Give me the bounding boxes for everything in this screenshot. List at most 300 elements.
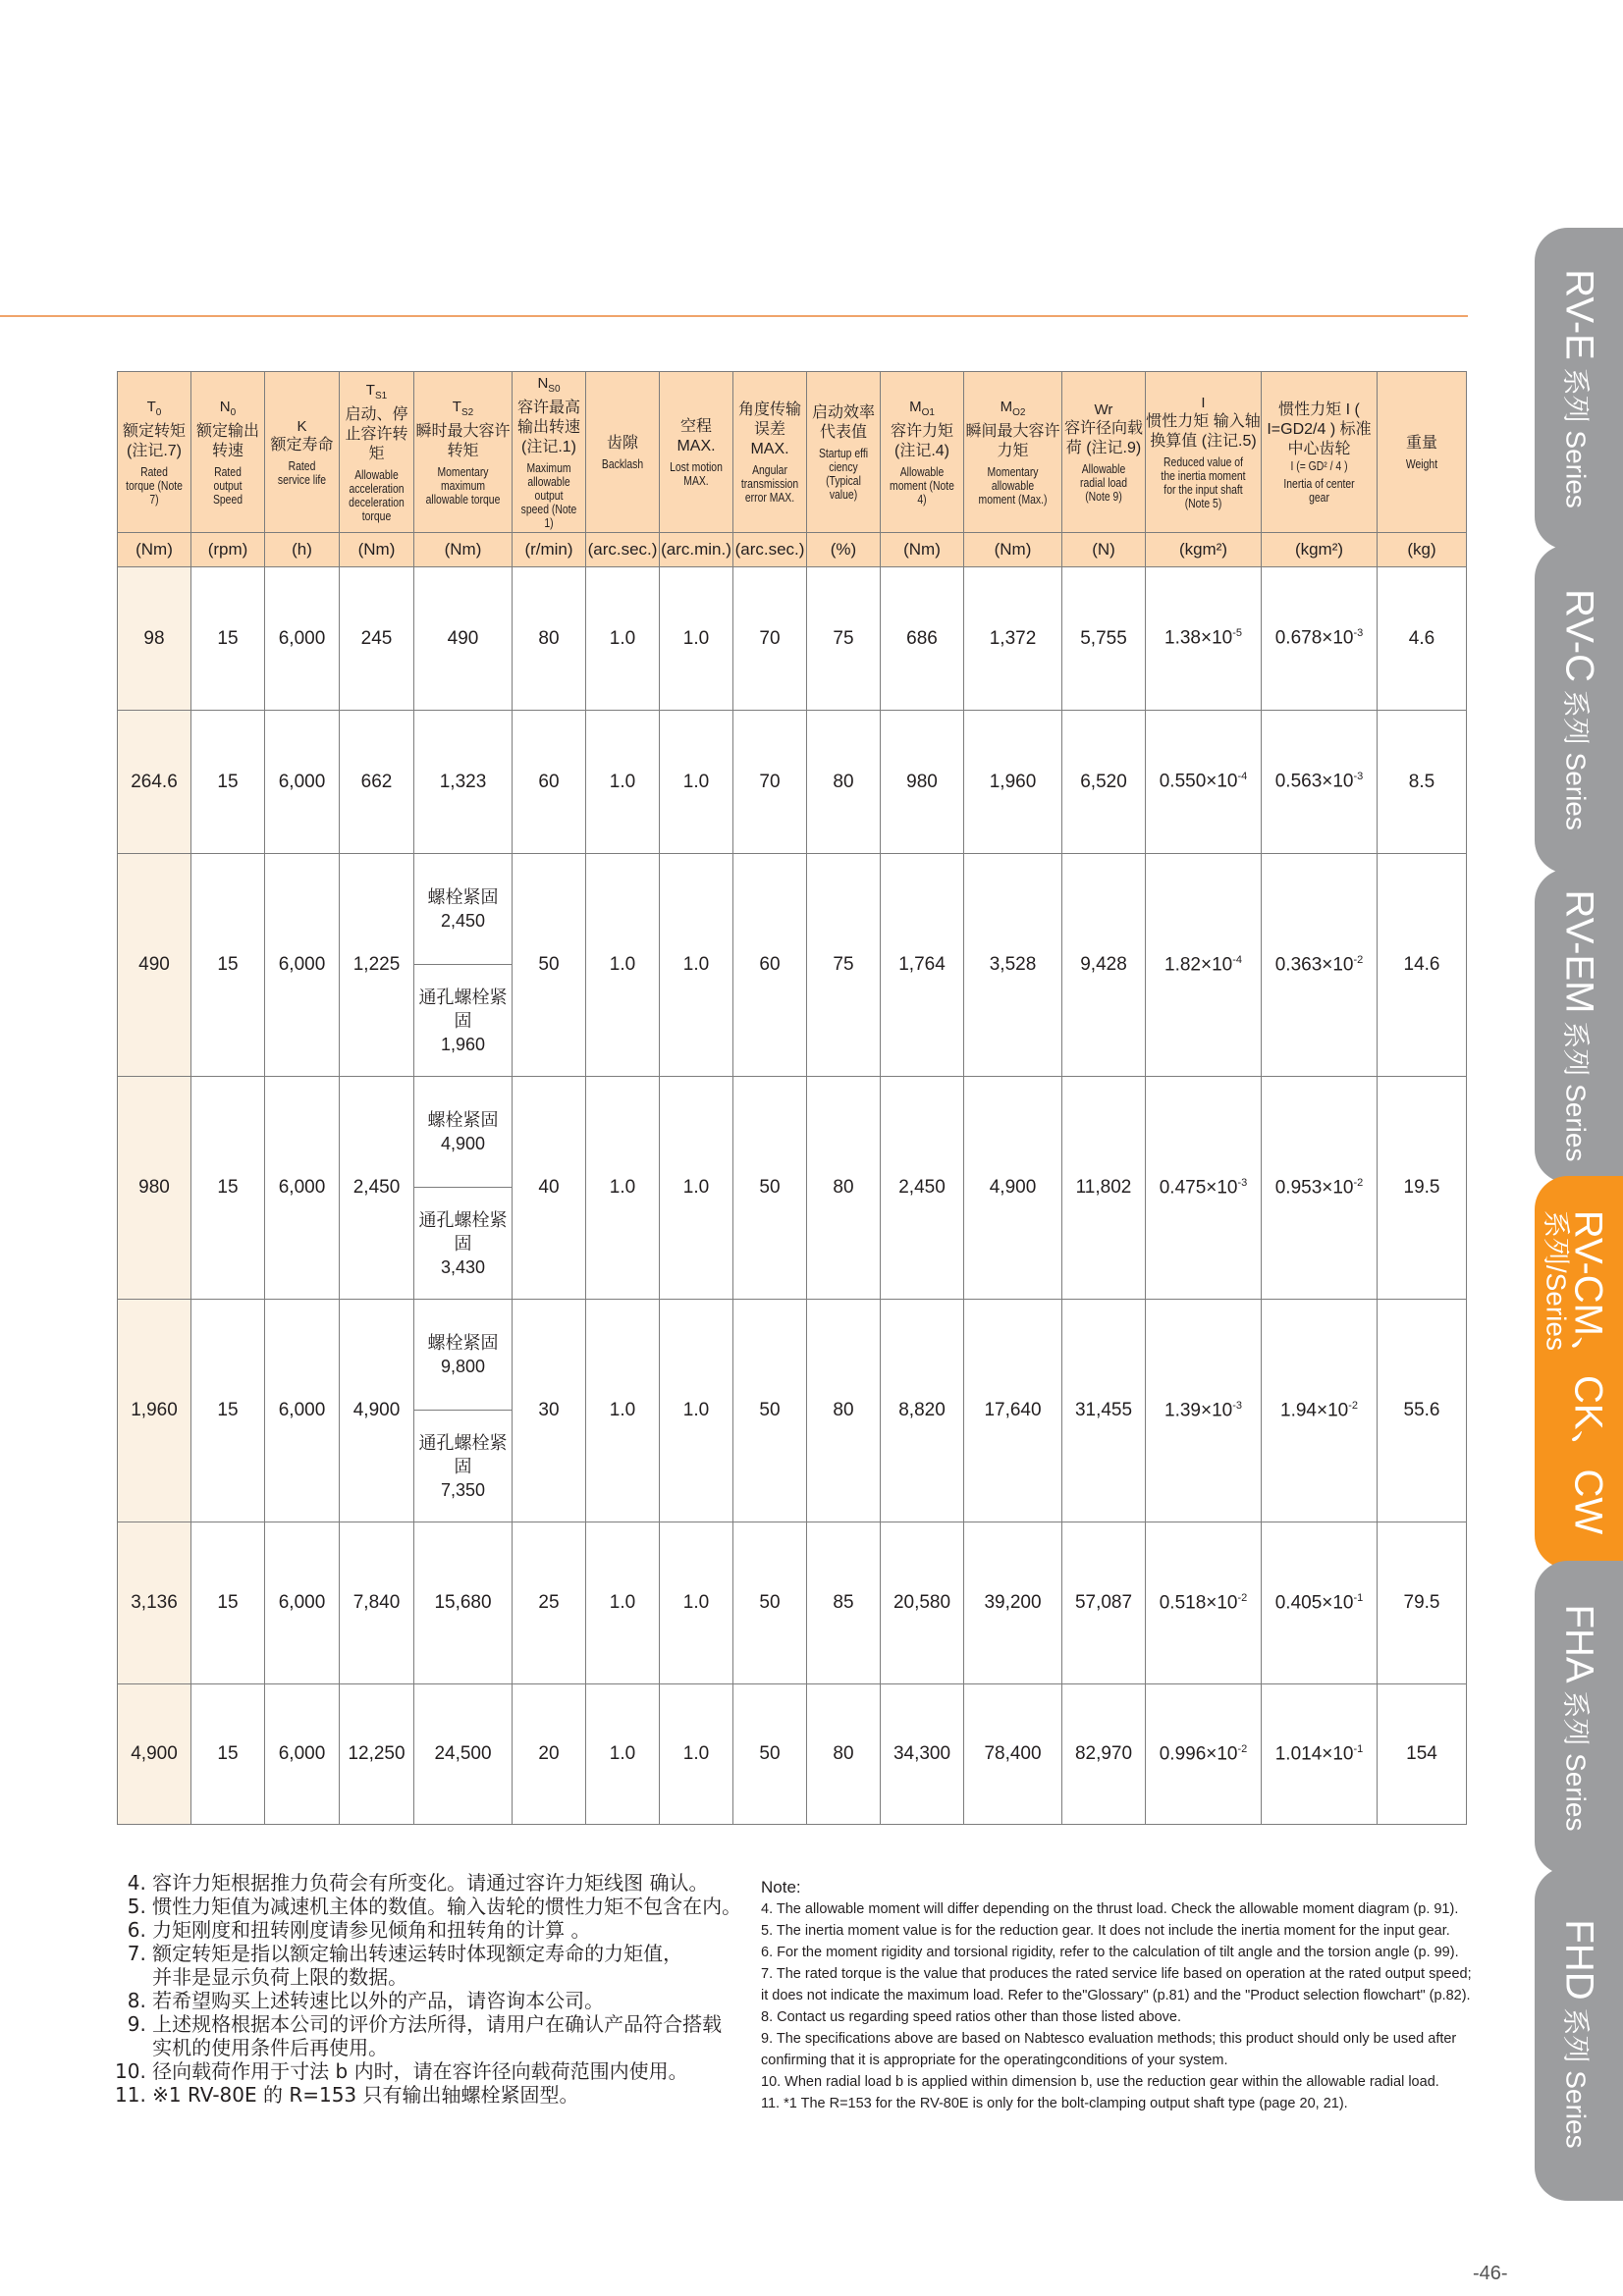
cell-wr: 6,520 [1062,711,1146,854]
value-base: 0.518×10 [1159,1592,1238,1614]
tab-suffix: 系列 Series [1560,681,1592,830]
cell-n0: 15 [191,1077,265,1300]
ts2-bolt [414,854,512,965]
cell-i [1146,854,1262,1077]
unit-cell: (kg) [1378,533,1467,567]
header-cell [118,372,191,533]
tab-label: FHA [1557,1604,1601,1683]
cell-t0: 264.6 [118,711,191,854]
value-base: 1.38×10 [1164,627,1233,649]
cell-mo1: 980 [881,711,964,854]
cell-cg [1262,1300,1378,1522]
cell-cg [1262,1077,1378,1300]
cell-eff: 80 [807,1684,881,1825]
unit-cell: (kgm²) [1262,533,1378,567]
note-line: 5. 惯性力矩值为减速机主体的数值。输入齿轮的惯性力矩不包含在内。 [115,1895,742,1918]
cell-k: 6,000 [265,567,340,711]
value-exponent: -5 [1232,627,1242,640]
cell-k: 6,000 [265,1522,340,1684]
header-symbol-main: M [1000,398,1013,415]
unit-cell: (arc.sec.) [586,533,660,567]
header-cell [1262,372,1378,533]
cell-mo2: 4,900 [964,1077,1062,1300]
unit-cell: (N) [1062,533,1146,567]
cell-i [1146,567,1262,711]
note-line: 5. The inertia moment value is for the reduction gear. It does not include the inertia moment for the input gear. [761,1923,1450,1939]
cell-mo2: 39,200 [964,1522,1062,1684]
cell-backlash: 1.0 [586,1522,660,1684]
header-en: Momentary maximum allowable torque [425,463,501,507]
header-cn: 额定转矩 (注记.7) [122,422,186,459]
notes-english [761,1877,1488,2114]
header-symbol [964,399,1061,422]
cell-weight: 154 [1378,1684,1467,1825]
tab-suffix: 系列 Series [1560,1682,1592,1832]
header-en: Reduced value of the inertia moment for the input shaft (Note 5) [1161,454,1246,510]
value-base: 0.678×10 [1274,627,1354,649]
cell-ts2: 490 [414,567,513,711]
ts2-bolt [414,1300,512,1411]
cell-backlash: 1.0 [586,854,660,1077]
tab-suffix: 系列 Series [1560,2000,1592,2149]
table-row [118,1522,1467,1684]
header-cell [881,372,964,533]
note-line: 并非是显示负荷上限的数据。 [115,1965,408,1989]
header-en: Allowable moment (Note 4) [890,463,954,507]
unit-cell: (rpm) [191,533,265,567]
header-cn: 容许力矩 (注记.4) [890,422,953,459]
value-base: 1.94×10 [1280,1400,1349,1421]
header-cn: 重量 [1405,434,1437,452]
cell-mo1: 20,580 [881,1522,964,1684]
cell-weight: 4.6 [1378,567,1467,711]
header-symbol-main: N [537,374,549,392]
note-line: 11. ※1 RV-80E 的 R=153 只有输出轴螺栓紧固型。 [115,2083,579,2107]
cell-eff: 75 [807,854,881,1077]
cell-lost: 1.0 [660,567,733,711]
cell-eff: 80 [807,1300,881,1522]
cell-weight: 8.5 [1378,711,1467,854]
cell-ts2 [414,1300,513,1522]
cell-weight: 14.6 [1378,854,1467,1077]
cell-wr: 5,755 [1062,567,1146,711]
note-line: 4. The allowable moment will differ depending on the thrust load. Check the allowable moment diagram (p. 91). [761,1901,1459,1917]
ts2-bolt-label: 螺栓紧固 [427,1110,499,1130]
value-exponent: -2 [1353,953,1364,966]
note-line: confirming that it is appropriate for the operatingconditions of your system. [761,2053,1228,2068]
header-symbol [265,418,339,436]
cell-angular: 50 [733,1300,807,1522]
header-symbol [513,375,585,399]
note-line: 9. 上述规格根据本公司的评价方法所得，请用户在确认产品符合搭载 [115,2012,723,2036]
spec-table [117,371,1467,1825]
cell-ts2 [414,1077,513,1300]
cell-cg [1262,567,1378,711]
unit-row [118,533,1467,567]
cell-k: 6,000 [265,711,340,854]
cell-cg [1262,1684,1378,1825]
cell-angular: 70 [733,567,807,711]
value-exponent: -3 [1237,1176,1248,1189]
ts2-bolt-value: 9,800 [440,1357,486,1376]
header-cn: 瞬间最大容许力矩 [965,422,1060,459]
cell-eff: 75 [807,567,881,711]
header-symbol-sub: O1 [921,406,935,418]
cell-t0: 3,136 [118,1522,191,1684]
header-cn: 角度传输误差 MAX. [737,400,801,457]
cell-mo2: 3,528 [964,854,1062,1077]
value-exponent: -3 [1353,627,1364,640]
cell-lost: 1.0 [660,1077,733,1300]
header-cn: 瞬时最大容许转矩 [415,422,511,459]
cell-cg [1262,711,1378,854]
ts2-bolt-label: 螺栓紧固 [427,887,499,907]
unit-cell: (Nm) [414,533,513,567]
header-en: Momentary allowable moment (Max.) [978,463,1048,507]
header-cell [265,372,340,533]
header-cn: 空程 MAX. [676,417,716,454]
ts2-bolt-value: 4,900 [440,1134,486,1153]
cell-angular: 50 [733,1077,807,1300]
header-cell [513,372,586,533]
header-cn: 齿隙 [606,434,638,452]
header-row [118,372,1467,533]
ts2-through-value: 1,960 [440,1034,486,1054]
cell-i [1146,1684,1262,1825]
table-row [118,854,1467,1077]
header-cn: 惯性力矩 输入轴换算值 (注记.5) [1146,412,1261,450]
value-exponent: -2 [1237,1591,1248,1604]
cell-n0: 15 [191,567,265,711]
header-cell [414,372,513,533]
cell-lost: 1.0 [660,1684,733,1825]
header-symbol-main: T [365,381,375,399]
cell-weight: 55.6 [1378,1300,1467,1522]
cell-ts1: 7,840 [340,1522,414,1684]
header-symbol-main: I [1201,394,1206,411]
value-base: 0.563×10 [1274,771,1354,792]
cell-weight: 79.5 [1378,1522,1467,1684]
note-line: 10. 径向载荷作用于寸法 b 内时，请在容许径向载荷范围内使用。 [115,2059,688,2083]
header-en: Inertia of center gear [1283,475,1355,505]
cell-k: 6,000 [265,854,340,1077]
header-cell [807,372,881,533]
header-symbol-main: M [909,398,922,415]
cell-weight: 19.5 [1378,1077,1467,1300]
header-symbol [1062,401,1145,419]
table-row [118,711,1467,854]
ts2-through [414,965,512,1076]
cell-ns0: 40 [513,1077,586,1300]
value-base: 1.014×10 [1274,1743,1354,1765]
cell-backlash: 1.0 [586,1077,660,1300]
unit-cell: (Nm) [340,533,414,567]
cell-mo2: 78,400 [964,1684,1062,1825]
cell-angular: 50 [733,1522,807,1684]
value-base: 1.39×10 [1164,1400,1233,1421]
header-en: Rated service life [277,457,327,487]
header-en: Lost motion MAX. [670,458,723,488]
header-cn: 惯性力矩 I ( I=GD2/4 ) 标准中心齿轮 [1267,400,1372,457]
value-base: 0.363×10 [1274,954,1354,976]
note-line: 7. 额定转矩是指以额定输出转速运转时体现额定寿命的力矩值， [115,1942,683,1965]
value-exponent: -1 [1353,1742,1364,1755]
ts2-through-label: 通孔螺栓紧固 [418,1209,508,1254]
ts2-through-value: 3,430 [440,1256,486,1277]
cell-i [1146,1522,1262,1684]
ts2-bolt-value: 2,450 [440,911,486,931]
header-cn: 额定寿命 [270,436,334,454]
header-cn: 容许径向载荷 (注记.9) [1063,419,1143,456]
cell-i [1146,1300,1262,1522]
cell-mo2: 1,372 [964,567,1062,711]
cell-eff: 85 [807,1522,881,1684]
note-line: 7. The rated torque is the value that produces the rated service life based on operation at the rated output speed; [761,1966,1472,1982]
tab-suffix: 系列 Series [1560,359,1592,508]
cell-ns0: 25 [513,1522,586,1684]
ts2-bolt [414,1077,512,1188]
cell-t0: 98 [118,567,191,711]
cell-i [1146,711,1262,854]
header-cn: 启动效率代表值 [811,403,875,441]
tab-fhd[interactable] [1535,1867,1623,2201]
cell-mo1: 2,450 [881,1077,964,1300]
header-symbol-sub: 0 [155,406,162,418]
cell-cg [1262,854,1378,1077]
cell-wr: 82,970 [1062,1684,1146,1825]
value-base: 0.475×10 [1159,1177,1238,1199]
cell-ts2: 1,323 [414,711,513,854]
header-symbol-main: T [452,398,461,415]
cell-lost: 1.0 [660,711,733,854]
header-en: Weight [1405,455,1438,471]
header-symbol-main: Wr [1094,400,1113,418]
ts2-bolt-label: 螺栓紧固 [427,1333,499,1353]
ts2-through [414,1411,512,1522]
header-cn: 额定输出转速 [195,422,259,459]
cell-ns0: 20 [513,1684,586,1825]
tab-rv-e[interactable] [1535,228,1623,550]
note-line: 10. When radial load b is applied within dimension b, use the reduction gear within the allowable radial load. [761,2074,1439,2090]
value-exponent: -3 [1353,771,1364,783]
value-base: 0.550×10 [1159,771,1238,792]
tab-label: FHD [1557,1919,1601,2001]
header-en: Allowable radial load (Note 9) [1080,460,1127,504]
cell-n0: 15 [191,1300,265,1522]
tab-label: RV-C [1557,588,1601,682]
cell-lost: 1.0 [660,1522,733,1684]
header-cell [964,372,1062,533]
header-cell [340,372,414,533]
table-row [118,1684,1467,1825]
header-en: Angular transmission error MAX. [740,461,799,505]
note-line: it does not indicate the maximum load. Refer to the"Glossary" (p.81) and the "Product selection flowchart" (p.82). [761,1988,1471,2003]
note-line: 4. 容许力矩根据推力负荷会有所变化。请通过容许力矩线图 确认。 [115,1871,709,1895]
unit-cell: (%) [807,533,881,567]
header-formula: I (= GD² / 4 ) [1290,457,1348,473]
notes-title: Note: [761,1878,801,1896]
cell-mo2: 1,960 [964,711,1062,854]
cell-ns0: 60 [513,711,586,854]
tab-rv-em[interactable] [1535,869,1623,1183]
unit-cell: (arc.sec.) [733,533,807,567]
header-symbol-sub: S2 [460,406,474,418]
cell-mo1: 8,820 [881,1300,964,1522]
tab-label: RV-CM、CK、CW [1566,1209,1610,1535]
cell-backlash: 1.0 [586,711,660,854]
cell-n0: 15 [191,854,265,1077]
cell-lost: 1.0 [660,1300,733,1522]
ts2-through-label: 通孔螺栓紧固 [418,1432,508,1476]
cell-t0: 490 [118,854,191,1077]
header-cell [1146,372,1262,533]
note-line: 8. Contact us regarding speed ratios other than those listed above. [761,2009,1182,2025]
cell-ts1: 662 [340,711,414,854]
tab-suffix: 系列/Series [1541,1209,1572,1351]
notes-chinese [115,1871,743,2107]
cell-ts1: 12,250 [340,1684,414,1825]
cell-eff: 80 [807,1077,881,1300]
note-line: 8. 若希望购买上述转速比以外的产品，请咨询本公司。 [115,1989,605,2012]
header-symbol [1146,395,1261,412]
cell-angular: 50 [733,1684,807,1825]
cell-mo1: 1,764 [881,854,964,1077]
unit-cell: (arc.min.) [660,533,733,567]
page-number: -46- [1473,2263,1508,2284]
cell-k: 6,000 [265,1300,340,1522]
header-en: Startup effi ciency (Typical value) [818,445,869,502]
note-line: 9. The specifications above are based on Nabtesco evaluation methods; this product should only be used after [761,2031,1457,2047]
unit-cell: (r/min) [513,533,586,567]
header-en: Maximum allowable output speed (Note 1) [520,459,577,530]
cell-backlash: 1.0 [586,1300,660,1522]
cell-ns0: 30 [513,1300,586,1522]
header-en: Rated torque (Note 7) [126,463,183,507]
cell-i [1146,1077,1262,1300]
value-exponent: -2 [1353,1176,1364,1189]
cell-wr: 57,087 [1062,1522,1146,1684]
header-symbol [191,399,264,422]
value-base: 0.996×10 [1159,1743,1238,1765]
unit-cell: (Nm) [881,533,964,567]
cell-ts2: 24,500 [414,1684,513,1825]
cell-ts1: 2,450 [340,1077,414,1300]
unit-cell: (Nm) [118,533,191,567]
cell-ts1: 1,225 [340,854,414,1077]
cell-t0: 980 [118,1077,191,1300]
cell-mo2: 17,640 [964,1300,1062,1522]
cell-ts1: 245 [340,567,414,711]
cell-angular: 70 [733,711,807,854]
header-en: Rated output Speed [212,463,243,507]
header-symbol-sub: 0 [230,406,237,418]
cell-angular: 60 [733,854,807,1077]
value-exponent: -1 [1353,1591,1364,1604]
tab-fha[interactable] [1535,1561,1623,1875]
table-row [118,1077,1467,1300]
tab-rv-cm[interactable] [1535,1176,1623,1569]
header-en: Backlash [601,455,644,471]
cell-backlash: 1.0 [586,567,660,711]
header-symbol [414,399,512,422]
header-symbol-sub: S1 [374,390,388,401]
header-cn: 容许最高输出转速 (注记.1) [516,399,580,455]
value-exponent: -4 [1237,771,1248,783]
ts2-through-value: 7,350 [440,1479,486,1500]
value-base: 1.82×10 [1164,954,1233,976]
value-exponent: -3 [1232,1399,1242,1412]
note-line: 11. *1 The R=153 for the RV-80E is only for the bolt-clamping output shaft type (page 20, 21). [761,2096,1348,2111]
cell-ns0: 80 [513,567,586,711]
cell-ts2: 15,680 [414,1522,513,1684]
unit-cell: (Nm) [964,533,1062,567]
value-exponent: -2 [1237,1742,1248,1755]
header-cn: 启动、停止容许转矩 [345,405,408,462]
cell-wr: 9,428 [1062,854,1146,1077]
header-symbol-sub: S0 [548,383,561,395]
value-exponent: -2 [1348,1399,1358,1412]
cell-ts1: 4,900 [340,1300,414,1522]
cell-k: 6,000 [265,1684,340,1825]
header-symbol [118,399,190,422]
cell-k: 6,000 [265,1077,340,1300]
cell-n0: 15 [191,1522,265,1684]
tab-label: RV-EM [1557,889,1601,1014]
cell-mo1: 34,300 [881,1684,964,1825]
note-line: 实机的使用条件后再使用。 [115,2036,389,2059]
tab-rv-c[interactable] [1535,545,1623,874]
table-body [118,567,1467,1825]
unit-cell: (h) [265,533,340,567]
header-symbol-main: K [297,417,307,435]
header-cell [1378,372,1467,533]
unit-cell: (kgm²) [1146,533,1262,567]
cell-cg [1262,1522,1378,1684]
header-cell [586,372,660,533]
tab-label: RV-E [1557,269,1601,360]
value-exponent: -4 [1232,953,1242,966]
header-rule [0,315,1468,317]
cell-n0: 15 [191,711,265,854]
header-symbol [340,382,413,405]
header-symbol-main: T [146,398,156,415]
cell-wr: 31,455 [1062,1300,1146,1522]
cell-ns0: 50 [513,854,586,1077]
cell-backlash: 1.0 [586,1684,660,1825]
cell-t0: 4,900 [118,1684,191,1825]
ts2-through [414,1188,512,1299]
table-row [118,567,1467,711]
cell-n0: 15 [191,1684,265,1825]
header-symbol-main: N [219,398,231,415]
header-cell [733,372,807,533]
note-line: 6. 力矩刚度和扭转刚度请参见倾角和扭转角的计算 。 [115,1918,591,1942]
header-symbol [881,399,963,422]
header-cell [660,372,733,533]
header-en: Allowable acceleration deceleration torque [349,466,405,523]
value-base: 0.953×10 [1274,1177,1354,1199]
header-cell [1062,372,1146,533]
cell-eff: 80 [807,711,881,854]
tab-suffix: 系列 Series [1560,1013,1592,1162]
cell-wr: 11,802 [1062,1077,1146,1300]
header-cell [191,372,265,533]
value-base: 0.405×10 [1274,1592,1354,1614]
cell-mo1: 686 [881,567,964,711]
header-symbol-sub: O2 [1012,406,1026,418]
table-row [118,1300,1467,1522]
note-line: 6. For the moment rigidity and torsional rigidity, refer to the calculation of tilt angle and the torsion angle (p. 99). [761,1945,1459,1960]
